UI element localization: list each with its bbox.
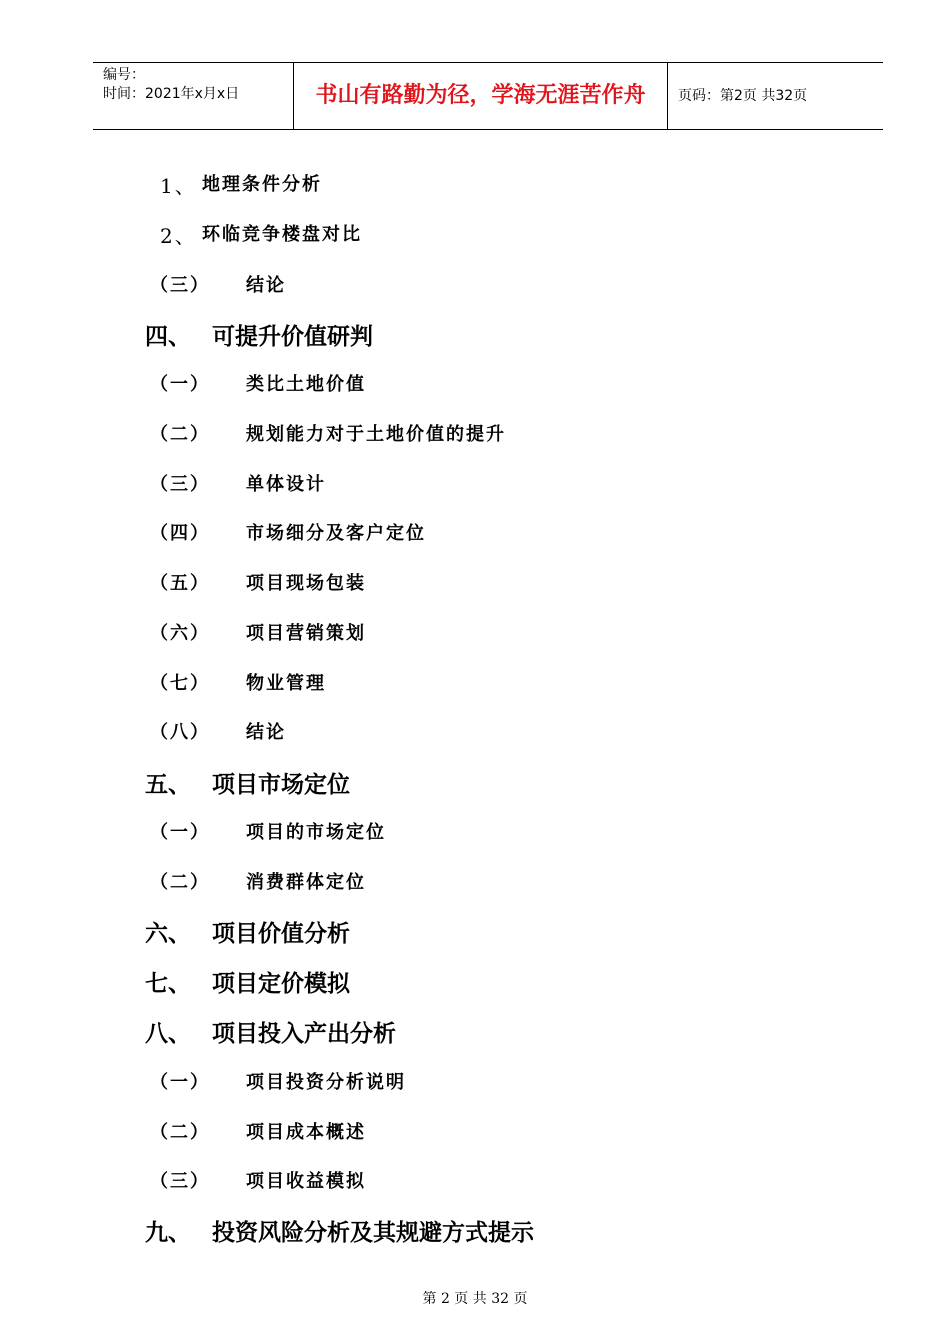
toc-item-number: （一）	[150, 374, 210, 395]
toc-section-number: 七、	[145, 971, 191, 997]
toc-item-number: （三）	[150, 275, 210, 296]
document-number-label: 编号：	[103, 67, 145, 83]
toc-item-number: （二）	[150, 1122, 210, 1143]
header-meta	[93, 63, 294, 129]
toc-item-text: 项目投资分析说明	[246, 1072, 406, 1093]
header-motto: 书山有路勤为径，学海无涯苦作舟	[294, 63, 668, 129]
document-time: 时间：2021年x月x日	[103, 86, 240, 102]
toc-item-text: 类比土地价值	[246, 374, 366, 395]
toc-section-number: 六、	[145, 921, 191, 947]
page-header	[93, 62, 883, 130]
toc-item-text: 物业管理	[246, 673, 326, 694]
toc-section-title: 项目定价模拟	[212, 971, 350, 997]
toc-item-text: 项目的市场定位	[246, 822, 386, 843]
toc-item-number: （七）	[150, 673, 210, 694]
toc-item-text: 单体设计	[246, 474, 326, 495]
toc-item-number: （八）	[150, 722, 210, 743]
toc-item-text: 地理条件分析	[202, 174, 322, 195]
toc-item-text: 项目现场包装	[246, 573, 366, 594]
toc-item-number: （四）	[150, 523, 210, 544]
toc-section-title: 项目市场定位	[212, 772, 350, 798]
toc-item-number: （五）	[150, 573, 210, 594]
toc-item-number: （三）	[150, 1171, 210, 1192]
toc-item-text: 消费群体定位	[246, 872, 366, 893]
toc-section-number: 四、	[145, 324, 191, 350]
toc-item-text: 规划能力对于土地价值的提升	[246, 424, 506, 445]
toc-section-title: 投资风险分析及其规避方式提示	[212, 1220, 534, 1246]
toc-item-number: 1、	[160, 174, 197, 198]
toc-section-number: 八、	[145, 1021, 191, 1047]
toc-section-title: 项目投入产出分析	[212, 1021, 396, 1047]
toc-section-number: 九、	[145, 1220, 191, 1246]
header-page-info: 页码：第2页 共32页	[678, 88, 808, 104]
toc-item-text: 结论	[246, 722, 286, 743]
toc-section-number: 五、	[145, 772, 191, 798]
toc-item-number: （六）	[150, 623, 210, 644]
toc-item-number: （一）	[150, 1072, 210, 1093]
toc-section-title: 可提升价值研判	[212, 324, 373, 350]
toc-item-text: 市场细分及客户定位	[246, 523, 426, 544]
toc-item-number: （二）	[150, 424, 210, 445]
toc-item-number: （二）	[150, 872, 210, 893]
page-footer: 第 2 页 共 32 页	[422, 1291, 528, 1307]
toc-item-number: （一）	[150, 822, 210, 843]
toc-item-text: 项目营销策划	[246, 623, 366, 644]
toc-item-text: 环临竞争楼盘对比	[202, 224, 362, 245]
toc-item-number: 2、	[160, 224, 197, 248]
toc-item-number: （三）	[150, 474, 210, 495]
toc-item-text: 项目成本概述	[246, 1122, 366, 1143]
toc-item-text: 项目收益模拟	[246, 1171, 366, 1192]
toc-section-title: 项目价值分析	[212, 921, 350, 947]
toc-item-text: 结论	[246, 275, 286, 296]
